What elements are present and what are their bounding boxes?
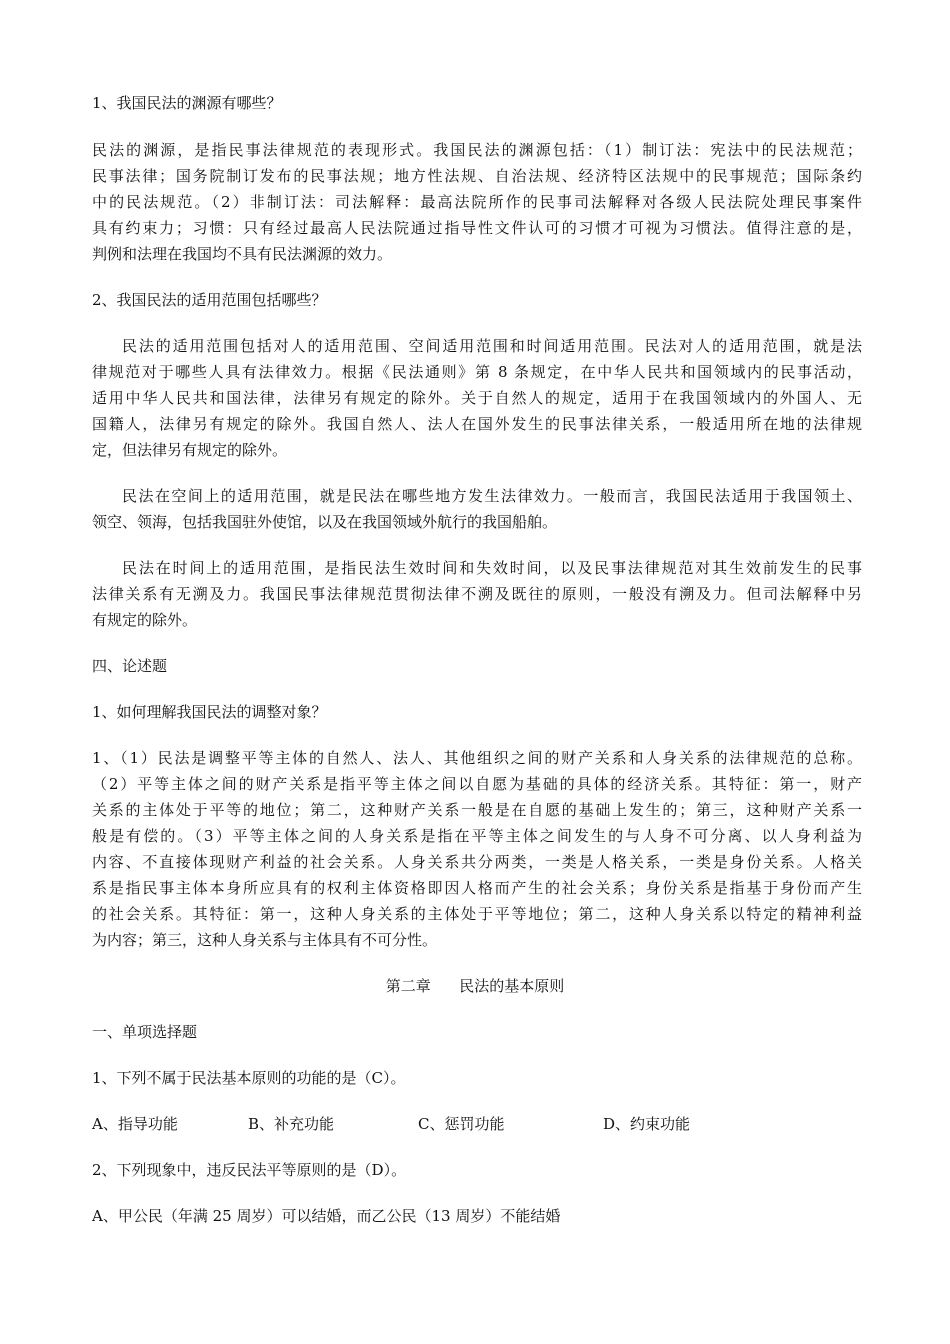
paragraph-line: 具有约束力；习惯：只有经过最高人民法院通过指导性文件认可的习惯才可视为习惯法。值得注意的是， xyxy=(92,219,862,237)
paragraph-line: 为内容；第三，这种人身关系与主体具有不可分性。 xyxy=(92,931,438,949)
question-heading: 2、我国民法的适用范围包括哪些？ xyxy=(92,291,327,309)
paragraph-line: 般是有偿的。（3）平等主体之间的人身关系是指在平等主体之间发生的与人身不可分离、以人身利益为 xyxy=(92,827,862,845)
question-heading: 1、下列不属于民法基本原则的功能的是（C）。 xyxy=(92,1069,406,1087)
paragraph-line: 民法的渊源，是指民事法律规范的表现形式。我国民法的渊源包括：（1）制订法：宪法中的民法规范； xyxy=(92,141,862,159)
paragraph-line: 民法在时间上的适用范围，是指民法生效时间和失效时间，以及民事法律规范对其生效前发生的民事 xyxy=(122,559,862,577)
paragraph-line: 领空、领海，包括我国驻外使馆，以及在我国领域外航行的我国船舶。 xyxy=(92,513,558,531)
section-heading: 四、论述题 xyxy=(92,657,168,675)
question-heading: 1、我国民法的渊源有哪些？ xyxy=(92,94,282,112)
question-heading: 1、如何理解我国民法的调整对象？ xyxy=(92,703,327,721)
paragraph-line: （2）平等主体之间的财产关系是指平等主体之间以自愿为基础的具体的经济关系。其特征：第一，财产 xyxy=(92,775,862,793)
answer-option-c: C、惩罚功能 xyxy=(418,1115,505,1133)
question-heading: 2、下列现象中，违反民法平等原则的是（D）。 xyxy=(92,1161,407,1179)
paragraph-line: 法律关系有无溯及力。我国民事法律规范贯彻法律不溯及既往的原则，一般没有溯及力。但司法解释中另 xyxy=(92,585,862,603)
paragraph-line: 中的民法规范。（2）非制订法：司法解释：最高法院所作的民事司法解释对各级人民法院处理民事案件 xyxy=(92,193,862,211)
paragraph-line: 内容、不直接体现财产利益的社会关系。人身关系共分两类，一类是人格关系，一类是身份关系。人格关 xyxy=(92,853,862,871)
paragraph-line: 系是指民事主体本身所应具有的权利主体资格即因人格而产生的社会关系；身份关系是指基于身份而产生 xyxy=(92,879,862,897)
answer-option-d: D、约束功能 xyxy=(603,1115,691,1133)
paragraph-line: 有规定的除外。 xyxy=(92,611,198,629)
chapter-title: 第二章 民法的基本原则 xyxy=(385,977,565,995)
answer-option-a: A、甲公民（年满 25 周岁）可以结婚，而乙公民（13 周岁）不能结婚 xyxy=(92,1207,561,1225)
paragraph-line: 定，但法律另有规定的除外。 xyxy=(92,441,288,459)
paragraph-line: 适用中华人民共和国法律，法律另有规定的除外。关于自然人的规定，适用于在我国领域内的外国人、无 xyxy=(92,389,862,407)
paragraph-line: 民法的适用范围包括对人的适用范围、空间适用范围和时间适用范围。民法对人的适用范围，就是法 xyxy=(122,337,862,355)
paragraph-line: 民事法律；国务院制订发布的民事法规；地方性法规、自治法规、经济特区法规中的民事规范；国际条约 xyxy=(92,167,862,185)
section-heading: 一、单项选择题 xyxy=(92,1023,198,1041)
paragraph-line: 的社会关系。其特征：第一，这种人身关系的主体处于平等地位；第二，这种人身关系以特定的精神利益 xyxy=(92,905,862,923)
paragraph-line: 国籍人，法律另有规定的除外。我国自然人、法人在国外发生的民事法律关系，一般适用所在地的法律规 xyxy=(92,415,862,433)
answer-option-b: B、补充功能 xyxy=(248,1115,335,1133)
paragraph-line: 判例和法理在我国均不具有民法渊源的效力。 xyxy=(92,245,393,263)
paragraph-line: 关系的主体处于平等的地位；第二，这种财产关系一般是在自愿的基础上发生的；第三，这种财产关系一 xyxy=(92,801,862,819)
paragraph-line: 律规范对于哪些人具有法律效力。根据《民法通则》第 8 条规定，在中华人民共和国领域内的民事活动， xyxy=(92,363,862,381)
answer-option-a: A、指导功能 xyxy=(92,1115,178,1133)
paragraph-line: 1、（1）民法是调整平等主体的自然人、法人、其他组织之间的财产关系和人身关系的法律规范的总称。 xyxy=(92,749,862,767)
paragraph-line: 民法在空间上的适用范围，就是民法在哪些地方发生法律效力。一般而言，我国民法适用于我国领土、 xyxy=(122,487,862,505)
